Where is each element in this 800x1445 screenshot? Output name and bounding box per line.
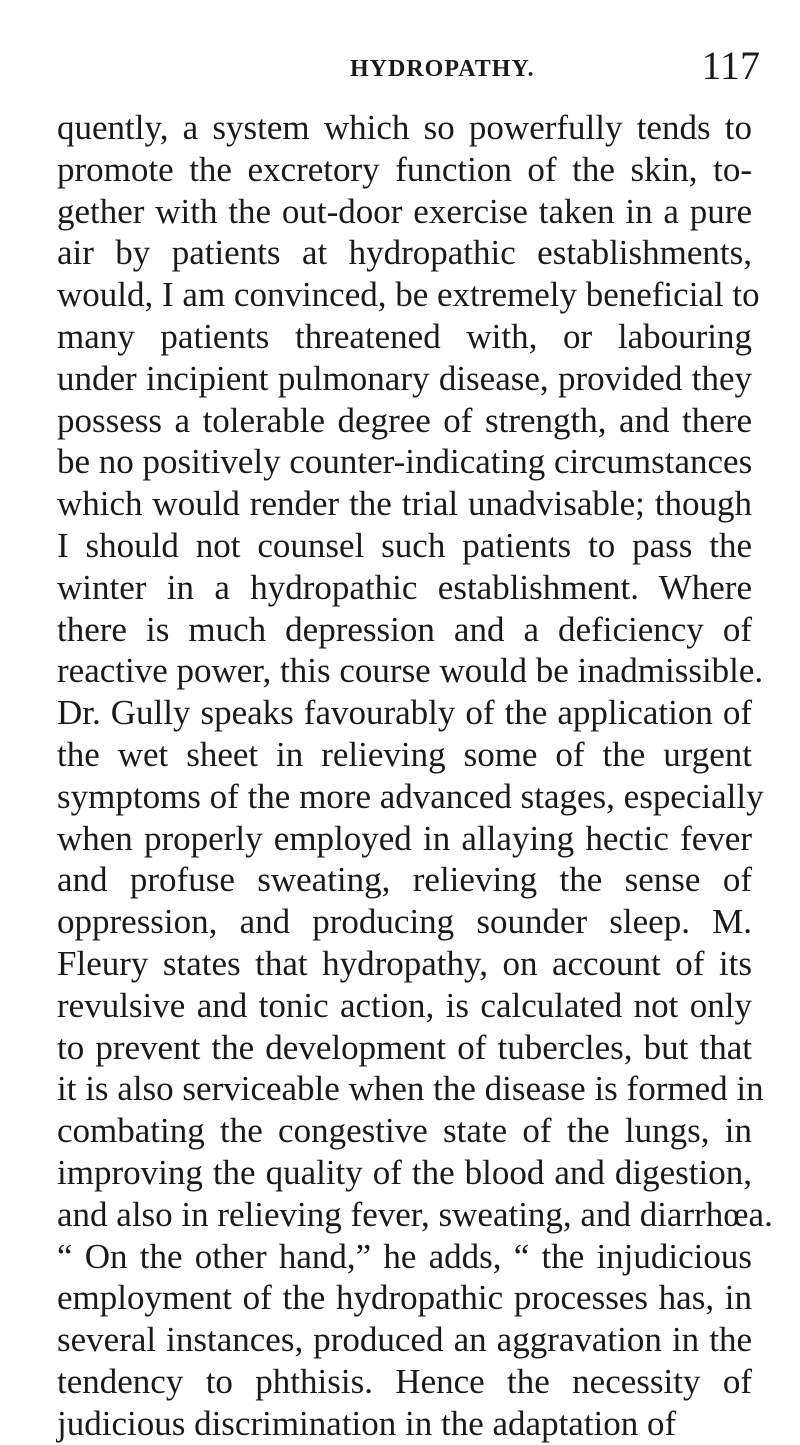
text-line: employment of the hydropathic processes has, in [57,1278,752,1318]
text-line: symptoms of the more advanced stages, especially [57,776,764,816]
text-line: and profuse sweating, relieving the sense of [57,860,752,900]
text-line: revulsive and tonic action, is calculated not only [57,985,752,1025]
text-line: winter in a hydropathic establishment. Where [57,567,752,607]
text-line: gether with the out-door exercise taken in a pure [57,191,752,231]
text-line: air by patients at hydropathic establishments, [57,233,752,273]
running-head [40,36,760,86]
text-line: be no positively counter-indicating circumstances [57,442,753,482]
text-line: quently, a system which so powerfully tends to [57,108,752,147]
text-line: many patients threatened with, or labouring [57,316,752,356]
text-line: and also in relieving fever, sweating, and diarrhœa. [57,1194,773,1234]
text-line: the wet sheet in relieving some of the urgent [57,734,752,774]
text-line: Dr. Gully speaks favourably of the application of [57,693,752,733]
text-line: Fleury states that hydropathy, on account of its [57,943,752,983]
running-title: HYDROPATHY. [350,56,535,82]
page-number: 117 [701,43,760,88]
text-line: under incipient pulmonary disease, provided they [57,358,752,398]
text-line: which would render the trial unadvisable; though [57,484,752,524]
body-text [57,107,773,1445]
text-line: several instances, produced an aggravation in the [57,1320,752,1360]
text-line: improving the quality of the blood and digestion, [57,1152,752,1192]
text-line: it is also serviceable when the disease is formed in [57,1069,764,1109]
text-line: I should not counsel such patients to pass the [57,525,752,565]
text-line: there is much depression and a deficiency of [57,609,752,649]
text-line: judicious discrimination in the adaptation of [57,1403,677,1443]
text-line: would, I am convinced, be extremely beneficial to [57,275,760,315]
text-line: reactive power, this course would be inadmissible. [57,651,764,691]
text-line: combating the congestive state of the lungs, in [57,1111,752,1151]
text-line: promote the excretory function of the skin, to- [57,149,752,189]
text-line: to prevent the development of tubercles, but that [57,1027,752,1067]
text-line: when properly employed in allaying hectic fever [57,818,752,858]
text-line: oppression, and producing sounder sleep. M. [57,902,752,942]
text-line: tendency to phthisis. Hence the necessity of [57,1361,752,1401]
text-line: “ On the other hand,” he adds, “ the injudicious [57,1236,752,1276]
text-line: possess a tolerable degree of strength, and there [57,400,752,440]
